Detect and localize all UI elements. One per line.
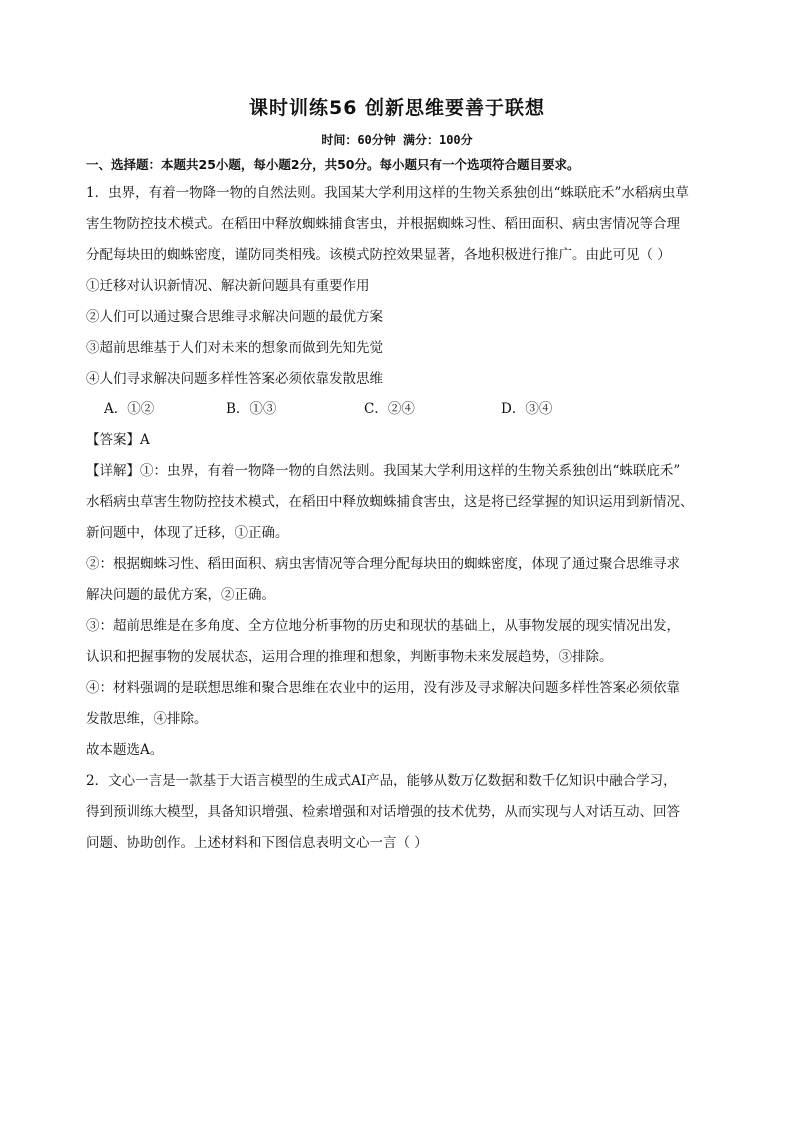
choice-c: C．②④ xyxy=(364,401,415,417)
q1-stem-line: 1．虫界，有着一物降一物的自然法则。我国某大学利用这样的生物关系独创出“蛛联庇禾”水稻病虫草 xyxy=(86,185,689,201)
choice-d: D．③④ xyxy=(501,401,553,417)
q1-statement: ①迁移对认识新情况、解决新问题具有重要作用 xyxy=(86,278,370,294)
q1-analysis-line: 水稻病虫草害生物防控技术模式，在稻田中释放蜘蛛捕食害虫，这是将已经掌握的知识运用到新情况、 xyxy=(86,494,694,510)
q1-statement: ③超前思维基于人们对未来的想象而做到先知先觉 xyxy=(86,340,383,356)
q1-statement: ②人们可以通过聚合思维寻求解决问题的最优方案 xyxy=(86,309,383,325)
choice-a: A．①② xyxy=(104,401,155,417)
q2-stem-line: 2．文心一言是一款基于大语言模型的生成式AI产品，能够从数万亿数据和数千亿知识中融合学习， xyxy=(86,773,677,789)
q1-analysis-line: 【详解】①：虫界，有着一物降一物的自然法则。我国某大学利用这样的生物关系独创出“蛛联庇禾” xyxy=(86,463,681,479)
q1-stem-line: 害生物防控技术模式。在稻田中释放蜘蛛捕食害虫，并根据蜘蛛习性、稻田面积、病虫害情况等合理 xyxy=(86,216,680,232)
page-title: 课时训练56 创新思维要善于联想 xyxy=(248,97,546,119)
q1-answer: 【答案】A xyxy=(86,432,150,448)
section-heading: 一、选择题：本题共25小题，每小题2分，共50分。每小题只有一个选项符合题目要求。 xyxy=(86,157,580,172)
q2-stem-line: 问题、协助创作。上述材料和下图信息表明文心一言（ ） xyxy=(86,835,428,851)
exam-meta: 时间：60分钟 满分：100分 xyxy=(321,133,473,147)
q1-analysis-line: 解决问题的最优方案，②正确。 xyxy=(86,587,275,603)
q1-analysis-line: ②：根据蜘蛛习性、稻田面积、病虫害情况等合理分配每块田的蜘蛛密度，体现了通过聚合思维寻求 xyxy=(86,556,680,572)
q1-conclusion: 故本题选A。 xyxy=(86,742,164,758)
q1-analysis-line: 认识和把握事物的发展状态，运用合理的推理和想象，判断事物未来发展趋势，③排除。 xyxy=(86,649,613,665)
q1-analysis-line: 发散思维，④排除。 xyxy=(86,711,208,727)
q1-statement: ④人们寻求解决问题多样性答案必须依靠发散思维 xyxy=(86,371,383,387)
q1-analysis-line: ④：材料强调的是联想思维和聚合思维在农业中的运用，没有涉及寻求解决问题多样性答案必须依靠 xyxy=(86,680,680,696)
q1-analysis-line: ③：超前思维是在多角度、全方位地分析事物的历史和现状的基础上，从事物发展的现实情况出发， xyxy=(86,618,680,634)
q1-analysis-line: 新问题中，体现了迁移，①正确。 xyxy=(86,525,289,541)
choice-b: B．①③ xyxy=(226,401,277,417)
q2-stem-line: 得到预训练大模型，具备知识增强、检索增强和对话增强的技术优势，从而实现与人对话互动、回答 xyxy=(86,804,680,820)
q1-stem-line: 分配每块田的蜘蛛密度，谨防同类相残。该模式防控效果显著，各地积极进行推广。由此可见（ ） xyxy=(86,247,671,263)
